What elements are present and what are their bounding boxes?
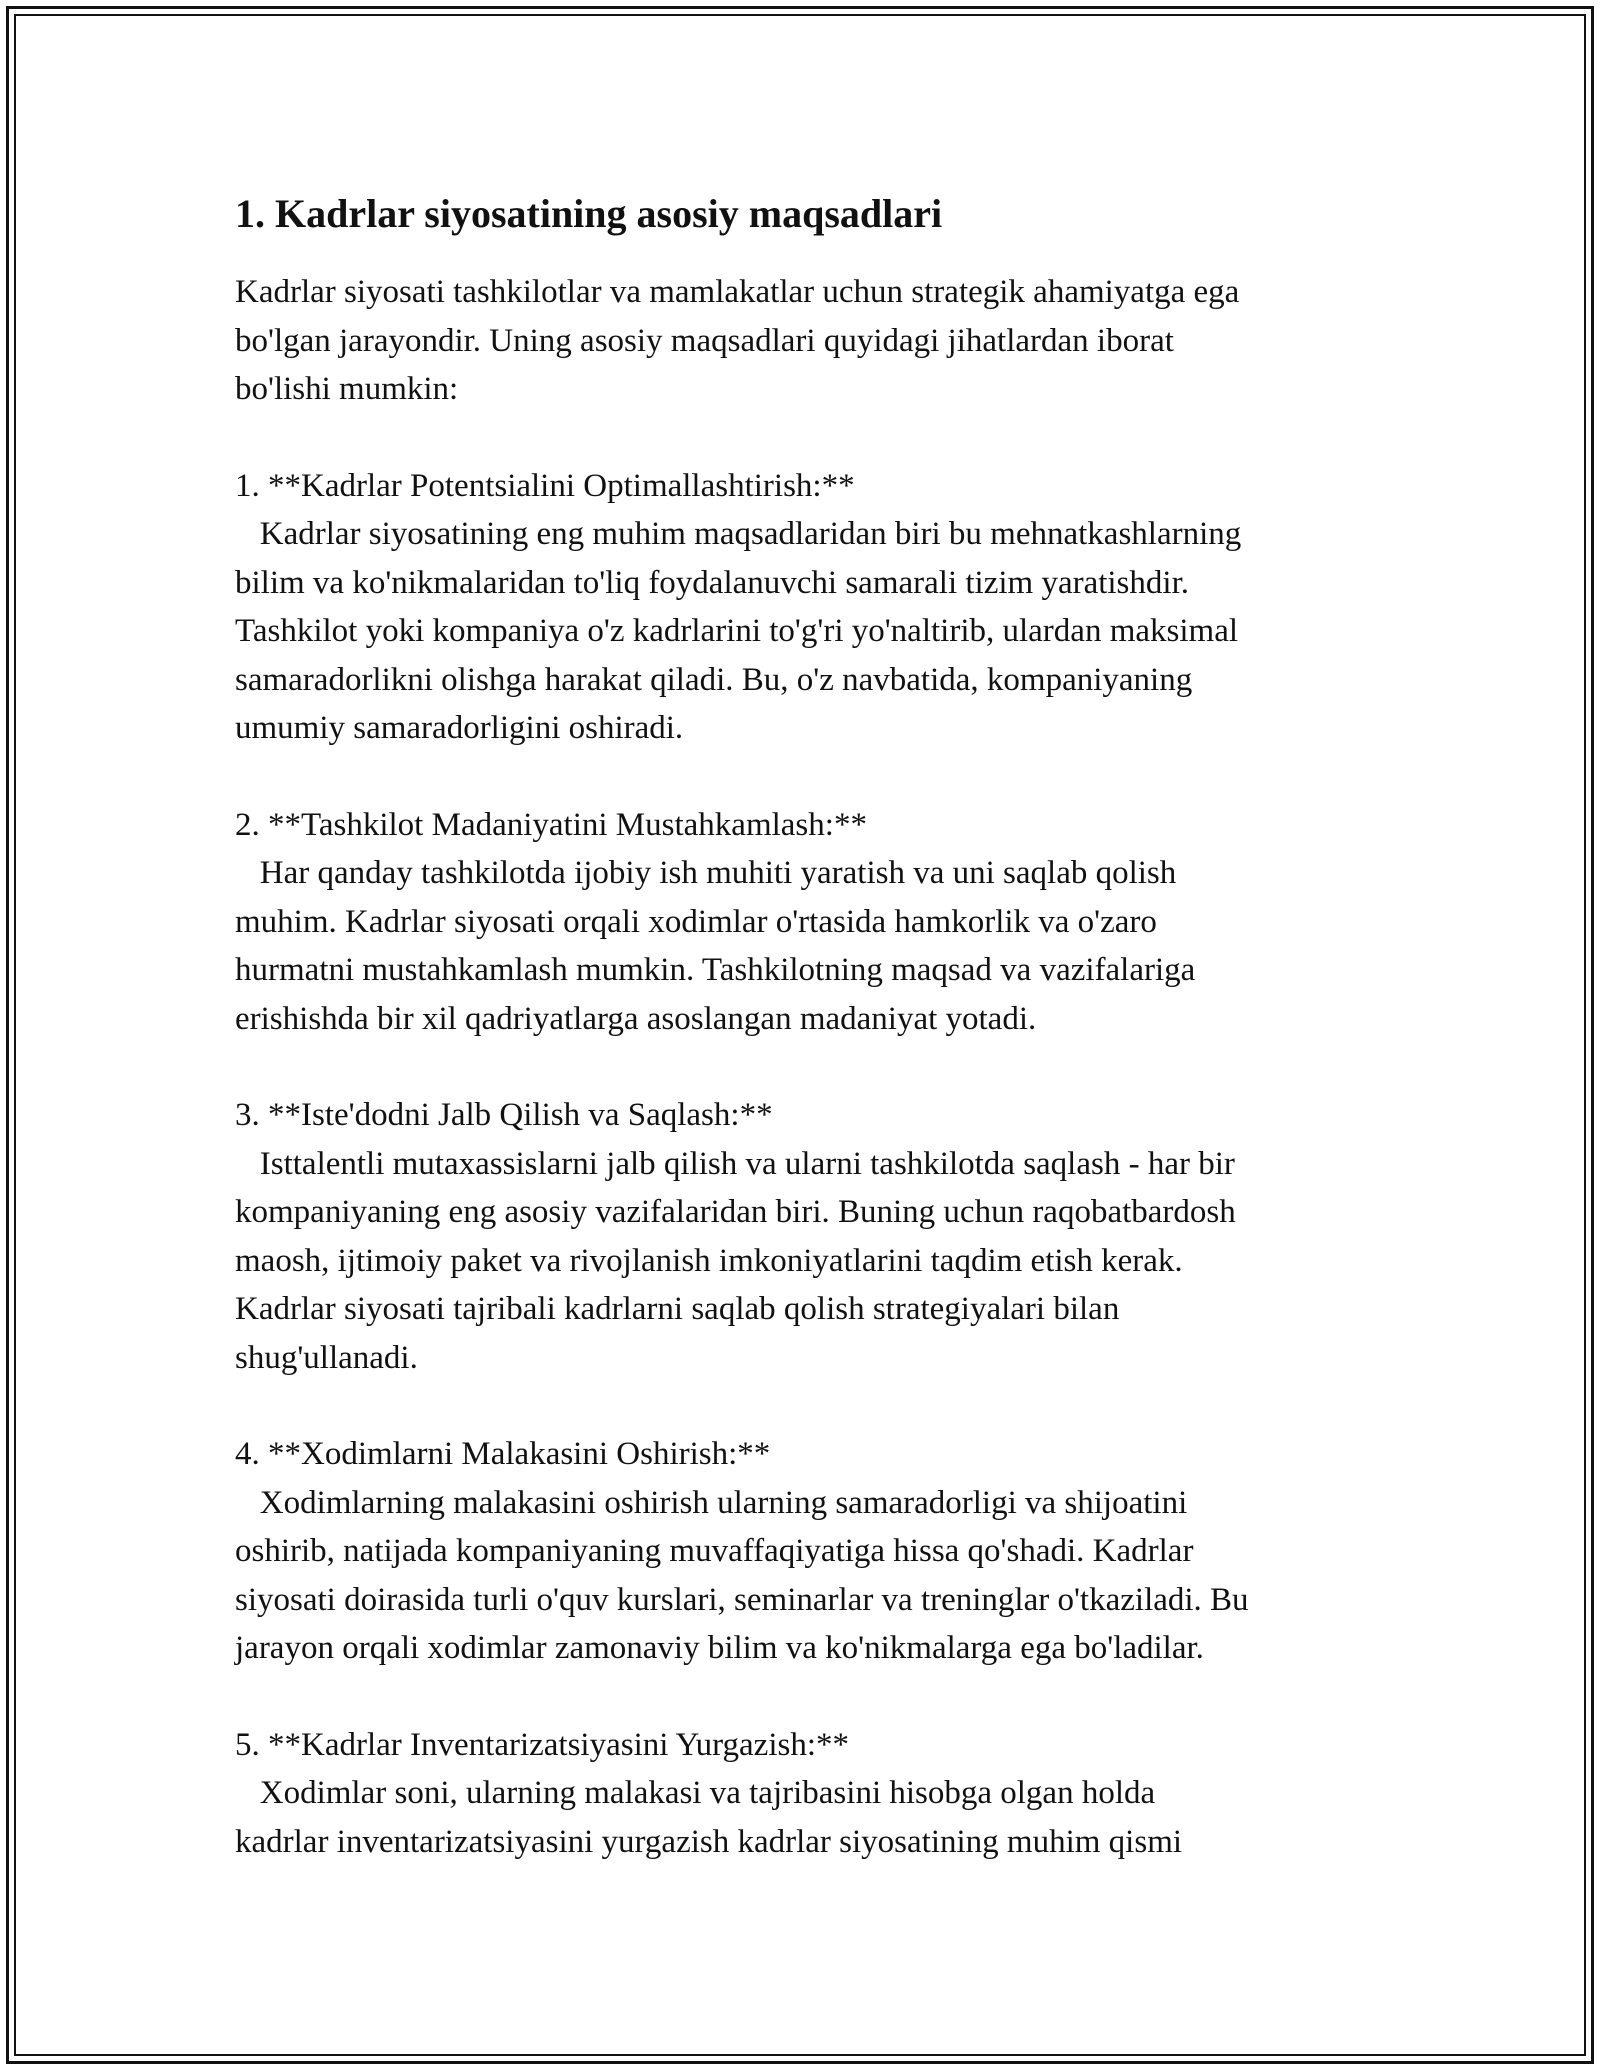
section-body: Xodimlarning malakasini oshirish ularning samaradorligi va shijoatini oshirib, natijada kompaniyaning muvaffaqiyatiga hissa qo'shadi. Kadrlar siyosati doirasida turli o'quv kurslari, seminarlar va treninglar o'tkaziladi. Bu jarayon orqali xodimlar zamonaviy bilim va ko'nikmalarga ega bo'ladilar. bbox=[235, 1484, 1249, 1666]
section-3 bbox=[235, 1091, 1385, 1382]
section-5 bbox=[235, 1721, 1385, 1867]
section-4 bbox=[235, 1430, 1385, 1673]
section-heading: 3. **Iste'dodni Jalb Qilish va Saqlash:** bbox=[235, 1097, 773, 1133]
document-title: 1. Kadrlar siyosatining asosiy maqsadlari bbox=[235, 191, 943, 236]
section-heading: 5. **Kadrlar Inventarizatsiyasini Yurgazish:** bbox=[235, 1726, 849, 1763]
section-body: Kadrlar siyosatining eng muhim maqsadlaridan biri bu mehnatkashlarning bilim va ko'nikmalaridan to'liq foydalanuvchi samarali tizim yaratishdir. Tashkilot yoki kompaniya o'z kadrlarini to'g'ri yo'naltirib, ulardan maksimal samaradorlikni olishga harakat qiladi. Bu, o'z navbatida, kompaniyaning umumiy samaradorligini oshiradi. bbox=[235, 516, 1242, 746]
section-heading: 1. **Kadrlar Potentsialini Optimallashtirish:** bbox=[235, 467, 855, 504]
section-body: Xodimlar soni, ularning malakasi va tajribasini hisobga olgan holda kadrlar inventarizatsiyasini yurgazish kadrlar siyosatining muhim qismi bbox=[235, 1775, 1183, 1860]
section-2 bbox=[235, 801, 1385, 1044]
intro-paragraph: Kadrlar siyosati tashkilotlar va mamlakatlar uchun strategik ahamiyatga ega bo'lgan jarayondir. Uning asosiy maqsadlari quyidagi jihatlardan iborat bo'lishi mumkin: bbox=[235, 274, 1240, 407]
section-1 bbox=[235, 462, 1385, 753]
section-body: Isttalentli mutaxassislarni jalb qilish va ularni tashkilotda saqlash - har bir kompaniyaning eng asosiy vazifalaridan biri. Buning uchun raqobatbardosh maosh, ijtimoiy paket va rivojlanish imkoniyatlarini taqdim etish kerak. Kadrlar siyosati tajribali kadrlarni saqlab qolish strategiyalari bilan shug'ullanadi. bbox=[235, 1145, 1236, 1376]
section-heading: 4. **Xodimlarni Malakasini Oshirish:** bbox=[235, 1436, 771, 1472]
document-content bbox=[235, 186, 1385, 1866]
section-heading: 2. **Tashkilot Madaniyatini Mustahkamlash:** bbox=[235, 806, 867, 843]
section-body: Har qanday tashkilotda ijobiy ish muhiti yaratish va uni saqlab qolish muhim. Kadrlar siyosati orqali xodimlar o'rtasida hamkorlik va o'zaro hurmatni mustahkamlash mumkin. Tashkilotning maqsad va vazifalariga erishishda bir xil qadriyatlarga asoslangan madaniyat yotadi. bbox=[235, 855, 1196, 1037]
